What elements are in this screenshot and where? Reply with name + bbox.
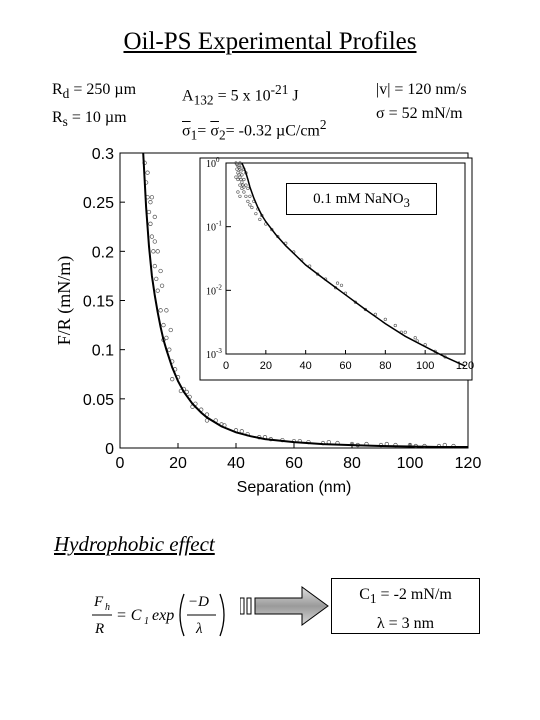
main-y-tick-label: 0.2 [91, 244, 114, 262]
main-data-point [154, 277, 158, 281]
formula-lhs-denominator: R [95, 621, 105, 637]
main-x-axis-label: Separation (nm) [236, 479, 352, 496]
formula-lhs-subscript: h [105, 602, 110, 613]
main-y-tick-label: 0 [105, 441, 114, 458]
inset-y-tick-base: 10 [206, 159, 216, 170]
formula-right-paren [220, 594, 224, 636]
main-data-point [153, 264, 157, 268]
inset-x-tick-label: 60 [339, 360, 352, 372]
inset-x-tick-label: 0 [222, 360, 230, 372]
implies-arrow [240, 584, 332, 628]
main-data-point [147, 210, 151, 214]
main-data-point [170, 377, 174, 381]
arrow-tail-bar-1 [240, 598, 244, 614]
inset-y-tick-exponent: -3 [216, 347, 222, 355]
fit-result-box [331, 578, 480, 634]
electrolyte-label: 0.1 mM NaNO$_3$ [286, 183, 437, 215]
main-data-point [156, 250, 160, 254]
main-data-point [152, 250, 156, 254]
hydrophobic-effect-heading: Hydrophobic effect [54, 532, 215, 556]
main-y-tick-label: 0.25 [82, 195, 114, 213]
inset-y-tick-base: 10 [206, 222, 216, 234]
main-data-point [146, 171, 150, 175]
main-data-point [149, 222, 153, 226]
main-data-point [159, 309, 163, 313]
main-data-point [150, 235, 154, 239]
main-x-tick-label: 60 [285, 455, 303, 472]
arrow-tail-bar-2 [247, 598, 251, 614]
formula-exp: exp [152, 607, 175, 624]
velocity: |v| = 120 nm/s [376, 81, 467, 98]
main-y-axis-label: F/R (mN/m) [54, 255, 74, 346]
inset-y-tick-exponent: -1 [216, 219, 222, 228]
main-y-tick-label: 0.1 [91, 342, 114, 360]
hamaker-constant: $A_{132} = 5$ x $10^{-21}$ J [182, 82, 299, 108]
arrow-body [255, 587, 328, 625]
droplet-radius: $R_d = 250$ µm [52, 81, 137, 102]
main-data-point [162, 323, 166, 327]
formula-rhs-numerator: −D [188, 594, 209, 610]
inset-y-tick-base: 10 [206, 350, 216, 361]
main-data-point [159, 269, 163, 273]
main-data-point [153, 240, 157, 244]
inset-x-tick-label: 120 [455, 360, 475, 372]
main-data-point [153, 215, 157, 219]
formula-rhs-denominator: λ [196, 621, 203, 637]
main-x-tick-label: 120 [454, 455, 482, 472]
main-y-tick-label: 0.3 [91, 146, 114, 163]
main-data-point [160, 284, 164, 288]
inset-x-tick-label: 20 [259, 360, 272, 372]
main-x-tick-label: 20 [169, 455, 187, 472]
main-x-tick-label: 80 [343, 455, 361, 472]
main-data-point [169, 328, 173, 332]
inset-x-tick-label: 100 [415, 360, 435, 372]
inset-y-tick-base: 10 [206, 286, 216, 298]
main-y-tick-label: 0.05 [82, 391, 114, 409]
formula-coefficient-subscript: 1 [144, 616, 149, 627]
formula-lhs-numerator: F [94, 594, 104, 610]
main-data-point [149, 200, 153, 204]
main-data-point [168, 348, 172, 352]
fit-coefficient: $C_1 = -2$ mN/m [359, 586, 452, 607]
main-data-point [156, 289, 160, 293]
fit-decay-length: λ = 3 nm [376, 615, 435, 633]
main-y-tick-label: 0.15 [82, 293, 114, 311]
page-title: Oil-PS Experimental Profiles [123, 28, 417, 55]
sphere-radius: $R_s = 10$ µm [52, 109, 127, 130]
main-x-tick-label: 100 [396, 455, 424, 472]
surface-charge: $\overline{\sigma}_1= \overline{\sigma}_2= -0.32$ $\mu C/cm^2$ [182, 116, 327, 143]
interfacial-tension: σ = 52 mN/m [376, 105, 463, 122]
inset-y-tick-exponent: -2 [216, 283, 222, 292]
main-data-point [150, 195, 154, 199]
formula-left-paren [180, 594, 184, 636]
main-x-tick-label: 40 [227, 455, 245, 472]
inset-y-tick-exponent: 0 [216, 156, 220, 164]
inset-x-tick-label: 40 [299, 360, 312, 372]
inset-x-tick-label: 80 [379, 360, 392, 372]
main-data-point [165, 309, 169, 313]
hydrophobic-force-formula [86, 584, 236, 644]
main-x-tick-label: 0 [115, 455, 125, 472]
formula-equals-coefficient: = C [116, 607, 142, 624]
